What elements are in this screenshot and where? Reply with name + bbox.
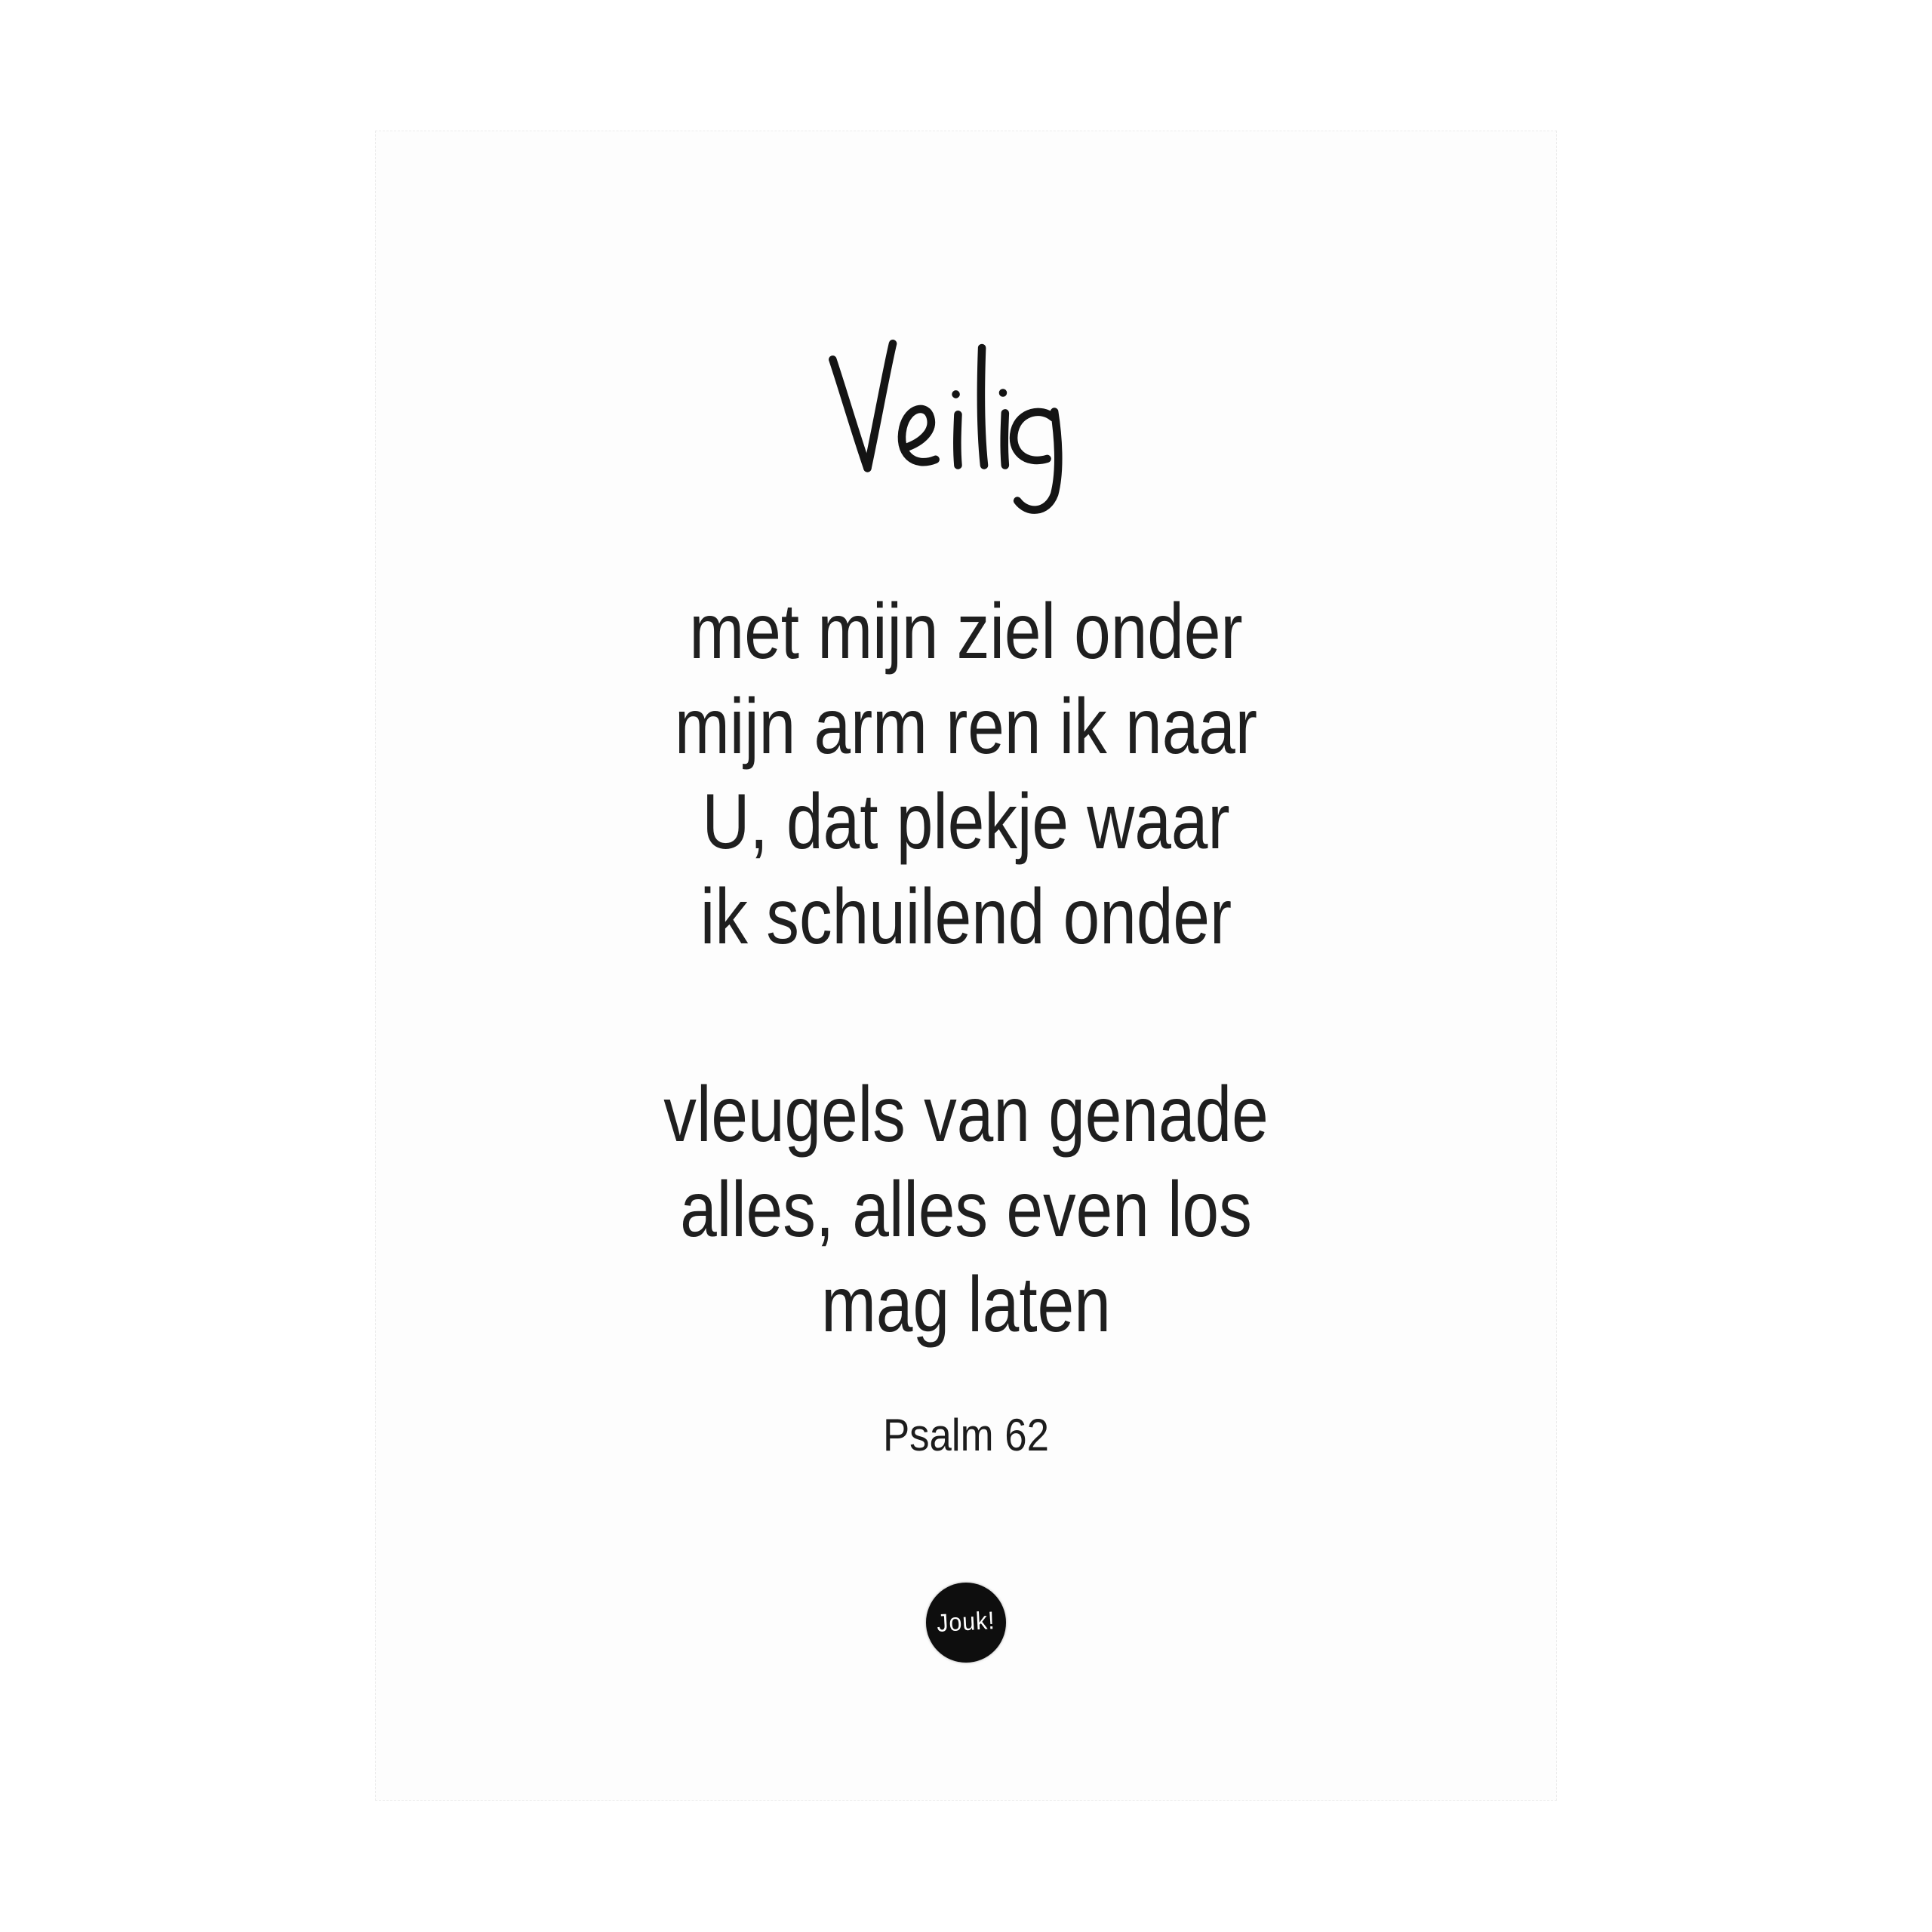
poem-line: mijn arm ren ik naar [675,683,1257,771]
jouk-logo-label: Jouk! [936,1605,996,1637]
poem-line: alles, alles even los [680,1166,1252,1254]
poem-stanza-1 [470,584,1462,964]
poster-title [821,326,1111,515]
poem-line: vleugels van genade [663,1071,1269,1158]
attribution: Psalm 62 [882,1410,1050,1460]
poster-card [375,131,1557,1801]
poem-line: U, dat plekje waar [702,778,1230,866]
poem-line: mag laten [821,1261,1111,1349]
jouk-logo [926,1583,1006,1663]
poem-line: met mijn ziel onder [689,588,1243,675]
poem-stanza-2 [470,1067,1462,1352]
title-handwriting-icon [821,326,1111,515]
poem-line: ik schuilend onder [700,873,1232,961]
